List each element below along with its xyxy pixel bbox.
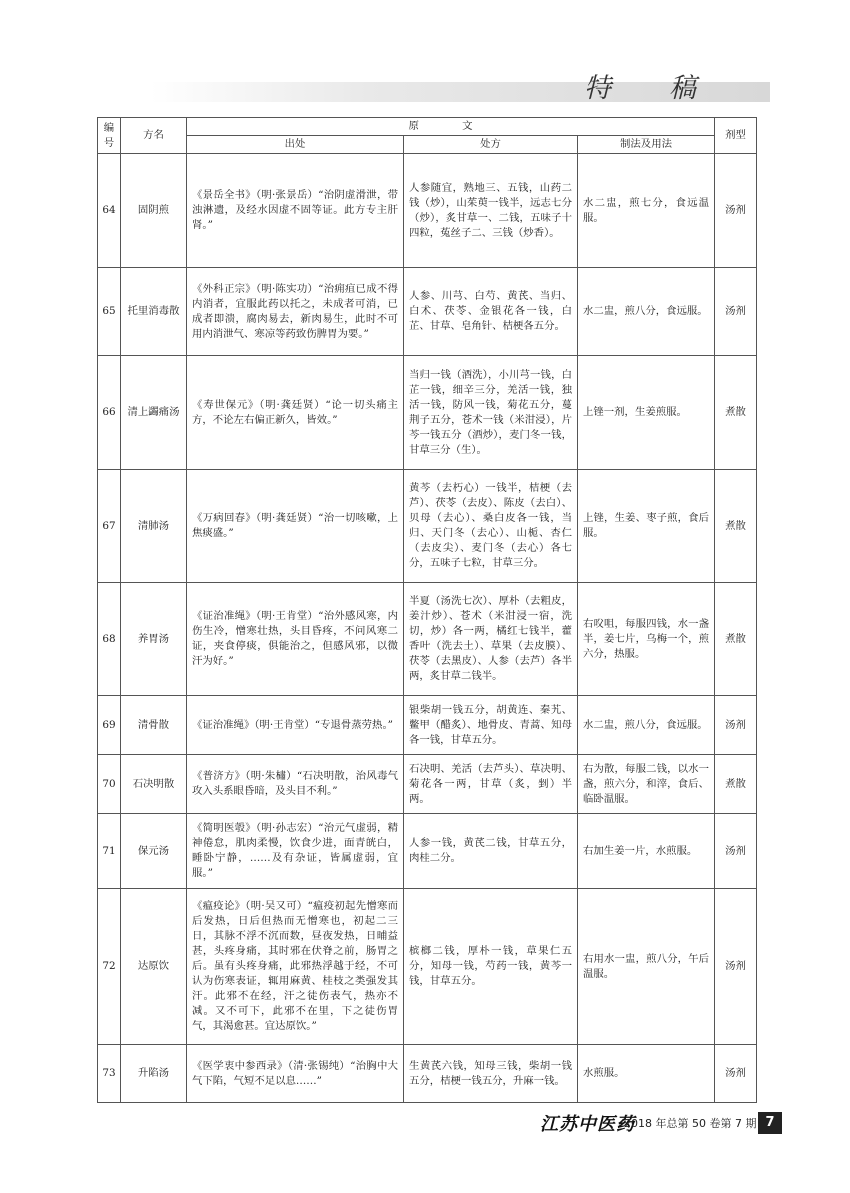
row-form: 汤剂	[715, 696, 757, 755]
row-usage: 上锉一剂，生姜煎服。	[578, 356, 715, 470]
row-source: 《简明医彀》（明·孙志宏）“治元气虚弱，精神倦怠，肌肉柔慢，饮食少进，面青㿠白，睡卧宁静，……及有杂证，皆属虚弱，宜服。”	[187, 814, 404, 889]
row-source: 《证治准绳》（明·王肯堂）“专退骨蒸劳热。”	[187, 696, 404, 755]
row-usage: 右为散，每服二钱，以水一盏，煎六分，和滓，食后、临卧温服。	[578, 755, 715, 814]
header-original: 原 文	[187, 118, 715, 136]
row-usage: 上锉，生姜、枣子煎，食后服。	[578, 470, 715, 583]
header-usage: 制法及用法	[578, 136, 715, 154]
row-name: 升陷汤	[121, 1045, 187, 1103]
page-footer	[540, 1110, 785, 1136]
row-prescription: 人参、川芎、白芍、黄芪、当归、白术、茯苓、金银花各一钱，白芷、甘草、皂角针、桔梗各五分。	[404, 268, 578, 356]
row-prescription: 槟榔二钱，厚朴一钱，草果仁五分，知母一钱，芍药一钱，黄芩一钱，甘草五分。	[404, 889, 578, 1045]
table-row	[98, 755, 757, 814]
header-prescription: 处方	[404, 136, 578, 154]
row-prescription: 生黄芪六钱，知母三钱，柴胡一钱五分，桔梗一钱五分，升麻一钱。	[404, 1045, 578, 1103]
row-name: 固阴煎	[121, 154, 187, 268]
row-no: 68	[98, 583, 121, 696]
row-name: 达原饮	[121, 889, 187, 1045]
page-number: 7	[758, 1112, 782, 1134]
prescription-table	[97, 117, 757, 1103]
row-prescription: 人参一钱，黄芪二钱，甘草五分，肉桂二分。	[404, 814, 578, 889]
row-prescription: 黄芩（去朽心）一钱半，桔梗（去芦）、茯苓（去皮）、陈皮（去白）、贝母（去心）、桑白皮各一钱，当归、天门冬（去心）、山栀、杏仁（去皮尖）、麦门冬（去心）各七分，五味子七粒，甘草三分。	[404, 470, 578, 583]
table-row	[98, 1045, 757, 1103]
row-source: 《景岳全书》（明·张景岳）“治阴虚滑泄，带浊淋遗，及经水因虚不固等证。此方专主肝肾。”	[187, 154, 404, 268]
row-source: 《普济方》（明·朱橚）“石决明散，治风毒气攻入头系眼昏暗，及头目不利。”	[187, 755, 404, 814]
row-source: 《瘟疫论》（明·吴又可）“瘟疫初起先憎寒而后发热，日后但热而无憎寒也，初起二三日，其脉不浮不沉而数，昼夜发热，日晡益甚，头疼身痛，其时邪在伏脊之前，肠胃之后。虽有头疼身痛，此邪热浮越于经，不可认为伤寒表证，辄用麻黄、桂枝之类强发其汗。此邪不在经，汗之徒伤表气，热亦不减。又不可下，此邪不在里，下之徒伤胃气，其渴愈甚。宜达原饮。”	[187, 889, 404, 1045]
table-row	[98, 154, 757, 268]
header-form: 剂型	[715, 118, 757, 154]
row-name: 石决明散	[121, 755, 187, 814]
header-row-1	[98, 118, 757, 136]
table-row	[98, 889, 757, 1045]
section-title: 特稿	[584, 73, 754, 104]
row-source: 《万病回春》（明·龚廷贤）“治一切咳嗽，上焦痰盛。”	[187, 470, 404, 583]
row-source: 《外科正宗》（明·陈实功）“治痈疽已成不得内消者，宜服此药以托之，未成者可消，已成者即溃，腐肉易去，新肉易生，此时不可用内消泄气、寒凉等药致伤脾胃为要。”	[187, 268, 404, 356]
row-no: 65	[98, 268, 121, 356]
row-no: 69	[98, 696, 121, 755]
row-usage: 水煎服。	[578, 1045, 715, 1103]
row-prescription: 银柴胡一钱五分，胡黄连、秦艽、鳖甲（醋炙）、地骨皮、青蒿、知母各一钱，甘草五分。	[404, 696, 578, 755]
header-source: 出处	[187, 136, 404, 154]
row-no: 70	[98, 755, 121, 814]
row-form: 汤剂	[715, 814, 757, 889]
row-form: 汤剂	[715, 889, 757, 1045]
row-no: 71	[98, 814, 121, 889]
row-prescription: 半夏（汤洗七次）、厚朴（去粗皮，姜汁炒）、苍术（米泔浸一宿，洗切，炒）各一两，橘红七钱半，藿香叶（洗去土）、草果（去皮膜）、茯苓（去黑皮）、人参（去芦）各半两，炙甘草二钱半。	[404, 583, 578, 696]
table-row	[98, 268, 757, 356]
row-name: 清上蠲痛汤	[121, 356, 187, 470]
journal-logo: 江苏中医药	[540, 1114, 635, 1135]
row-usage: 水二盅，煎八分，食远服。	[578, 268, 715, 356]
row-form: 煮散	[715, 755, 757, 814]
row-form: 煮散	[715, 356, 757, 470]
row-name: 托里消毒散	[121, 268, 187, 356]
table-row	[98, 696, 757, 755]
row-source: 《证治准绳》（明·王肯堂）“治外感风寒，内伤生冷，憎寒壮热，头目昏疼，不问风寒二证，夹食停痰，俱能治之，但感风邪，以微汗为好。”	[187, 583, 404, 696]
row-no: 73	[98, 1045, 121, 1103]
row-usage: 水二盅，煎八分，食远服。	[578, 696, 715, 755]
row-name: 养胃汤	[121, 583, 187, 696]
table-row	[98, 814, 757, 889]
row-no: 72	[98, 889, 121, 1045]
row-source: 《寿世保元》（明·龚廷贤）“论一切头痛主方，不论左右偏正新久，皆效。”	[187, 356, 404, 470]
header-no: 编号	[98, 118, 121, 154]
row-usage: 右用水一盅，煎八分，午后温服。	[578, 889, 715, 1045]
row-usage: 右㕮咀，每服四钱，水一盏半，姜七片，乌梅一个，煎六分，热服。	[578, 583, 715, 696]
row-prescription: 人参随宜，熟地三、五钱，山药二钱（炒），山茱萸一钱半，远志七分（炒），炙甘草一、二钱，五味子十四粒，菟丝子二、三钱（炒香）。	[404, 154, 578, 268]
row-prescription: 当归一钱（酒洗），小川芎一钱，白芷一钱，细辛三分，羌活一钱，独活一钱，防风一钱，菊花五分，蔓荆子五分，苍术一钱（米泔浸），片芩一钱五分（酒炒），麦门冬一钱，甘草三分（生）。	[404, 356, 578, 470]
row-no: 66	[98, 356, 121, 470]
row-no: 64	[98, 154, 121, 268]
header-name: 方名	[121, 118, 187, 154]
row-form: 汤剂	[715, 154, 757, 268]
table-row	[98, 470, 757, 583]
row-name: 清骨散	[121, 696, 187, 755]
row-name: 保元汤	[121, 814, 187, 889]
table-row	[98, 583, 757, 696]
row-form: 汤剂	[715, 1045, 757, 1103]
row-source: 《医学衷中参西录》（清·张锡纯）“治胸中大气下陷，气短不足以息……”	[187, 1045, 404, 1103]
header-row-2	[98, 136, 757, 154]
row-name: 清肺汤	[121, 470, 187, 583]
row-usage: 水二盅，煎七分，食远温服。	[578, 154, 715, 268]
row-form: 煮散	[715, 583, 757, 696]
row-form: 汤剂	[715, 268, 757, 356]
row-usage: 右加生姜一片，水煎服。	[578, 814, 715, 889]
row-form: 煮散	[715, 470, 757, 583]
table-row	[98, 356, 757, 470]
issue-info: 2018 年总第 50 卷第 7 期	[624, 1117, 757, 1130]
row-prescription: 石决明、羌活（去芦头）、草决明、菊花各一两，甘草（炙，剉）半两。	[404, 755, 578, 814]
row-no: 67	[98, 470, 121, 583]
